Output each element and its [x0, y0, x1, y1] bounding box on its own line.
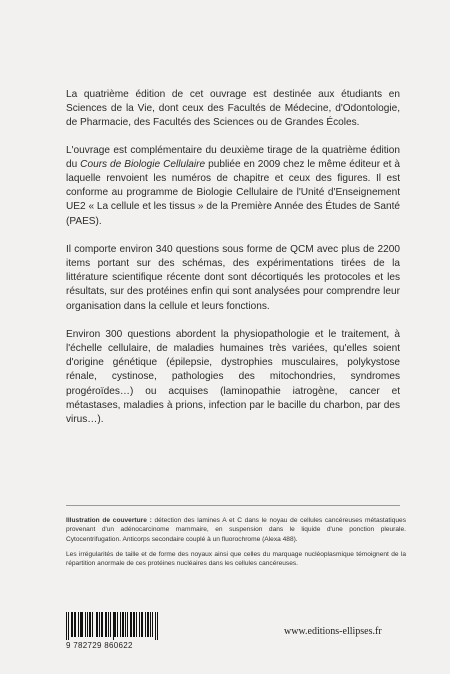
- course-title: Cours de Biologie Cellulaire: [80, 158, 206, 170]
- cover-illustration-caption: [66, 516, 406, 544]
- barcode-bar: [127, 612, 128, 637]
- barcode-bar: [72, 612, 73, 637]
- barcode-bar: [114, 612, 115, 637]
- barcode-bar: [96, 612, 97, 637]
- barcode-bar: [87, 612, 88, 637]
- barcode-bar: [68, 612, 69, 640]
- publisher-website[interactable]: www.editions-ellipses.fr: [284, 626, 382, 637]
- barcode-bar: [90, 612, 91, 637]
- barcode-bar: [85, 612, 86, 637]
- barcode-bar: [74, 612, 75, 637]
- cover-illustration-description: détection des lamines A et C dans le noyau de cellules cancéreuses métastatiques provenant d'un adénocarcinome mammaire, en suspension dans le liquide d'une ponction pleurale. Cytocentrifugation. Anticorps secondaire couplé à un fluorochrome (Alexa 488).: [66, 517, 407, 543]
- barcode-bar: [105, 612, 106, 637]
- barcode-bar: [89, 612, 90, 637]
- barcode-bars: [66, 612, 162, 640]
- barcode-bar: [102, 612, 103, 637]
- barcode-bar: [147, 612, 148, 637]
- barcode-bar: [110, 612, 111, 637]
- barcode-bar: [152, 612, 153, 637]
- complement-text-start: L'ouvrage est complémentaire du deuxième tirage de la quatrième édition du: [66, 144, 400, 170]
- content-paragraph: Il comporte environ 340 questions sous forme de QCM avec plus de 2200 items portant sur des schémas, des expérimentations tirées de la littérature scientifique récente dont sont décortiqués les protocoles et les résultats, sur des protéines enfin qui sont analysées pour comprendre leur organisation dans la cellule et leurs fonctions.: [66, 243, 400, 312]
- barcode-bar: [120, 612, 121, 637]
- barcode-bar: [81, 612, 82, 637]
- barcode-bar: [141, 612, 142, 637]
- barcode-bar: [66, 612, 67, 640]
- barcode-bar: [150, 612, 151, 637]
- description-block: [66, 88, 400, 441]
- cover-illustration-note: Les irrégularités de taille et de forme des noyaux ainsi que celles du marquage nucléoplasmique témoignent de la répartition anormale de ces protéines nucléaires dans les cellules cancéreuses.: [66, 550, 406, 568]
- cover-credits: [66, 516, 406, 574]
- barcode-bar: [113, 612, 114, 640]
- barcode-bar: [80, 612, 81, 637]
- barcode-bar: [136, 612, 137, 637]
- pathology-paragraph: Environ 300 questions abordent la physiopathologie et le traitement, à l'échelle cellulaire, de maladies humaines très variées, qu'elles soient d'origine génétique (épilepsie, dystrophies musculaires, polykystose rénale, cystinose, pathologies des mitochondries, syndromes progéroïdes…) ou acquises (laminopathie iatrogène, cancer et métastases, maladies à prions, infection par le bacille du charbon, par des virus…).: [66, 328, 400, 426]
- barcode-bar: [145, 612, 146, 637]
- barcode-bar: [108, 612, 109, 637]
- barcode-bar: [75, 612, 76, 637]
- barcode-bar: [133, 612, 134, 637]
- barcode-bar: [71, 612, 72, 637]
- cover-illustration-label: Illustration de couverture :: [66, 517, 152, 524]
- barcode-bar: [92, 612, 93, 637]
- complement-paragraph: [66, 144, 400, 229]
- barcode-bar: [99, 612, 100, 637]
- barcode-bar: [125, 612, 126, 637]
- barcode-bar: [139, 612, 140, 637]
- barcode-bar: [78, 612, 79, 637]
- barcode-bar: [123, 612, 124, 637]
- divider: [66, 505, 400, 506]
- barcode-bar: [122, 612, 123, 637]
- barcode-bar: [106, 612, 107, 637]
- intro-paragraph: La quatrième édition de cet ouvrage est destinée aux étudiants en Sciences de la Vie, dont ceux des Facultés de Médecine, d'Odontologie, de Pharmacie, des Facultés des Sciences ou de Grandes Écoles.: [66, 89, 400, 129]
- barcode-bar: [115, 612, 116, 637]
- complement-text-end: publiée en 2009 chez le même éditeur et à laquelle renvoient les numéros de chapitre et ceux des figures. Il est conforme au programme de Biologie Cellulaire de l'Unité d'Enseignement UE2 « La cellule et les tissus » de la Première Année des Études de Santé (PAES).: [66, 158, 400, 227]
- barcode-bar: [82, 612, 83, 637]
- barcode-bar: [131, 612, 132, 637]
- barcode-bar: [142, 612, 143, 637]
- barcode-bar: [101, 612, 102, 637]
- isbn-barcode: [66, 612, 166, 652]
- barcode-bar: [97, 612, 98, 637]
- barcode-bar: [117, 612, 118, 637]
- barcode-bar: [134, 612, 135, 637]
- isbn-digits: 9 782729 860622: [66, 641, 133, 650]
- barcode-bar: [148, 612, 149, 637]
- barcode-bar: [130, 612, 131, 637]
- barcode-bar: [155, 612, 156, 640]
- barcode-bar: [157, 612, 158, 640]
